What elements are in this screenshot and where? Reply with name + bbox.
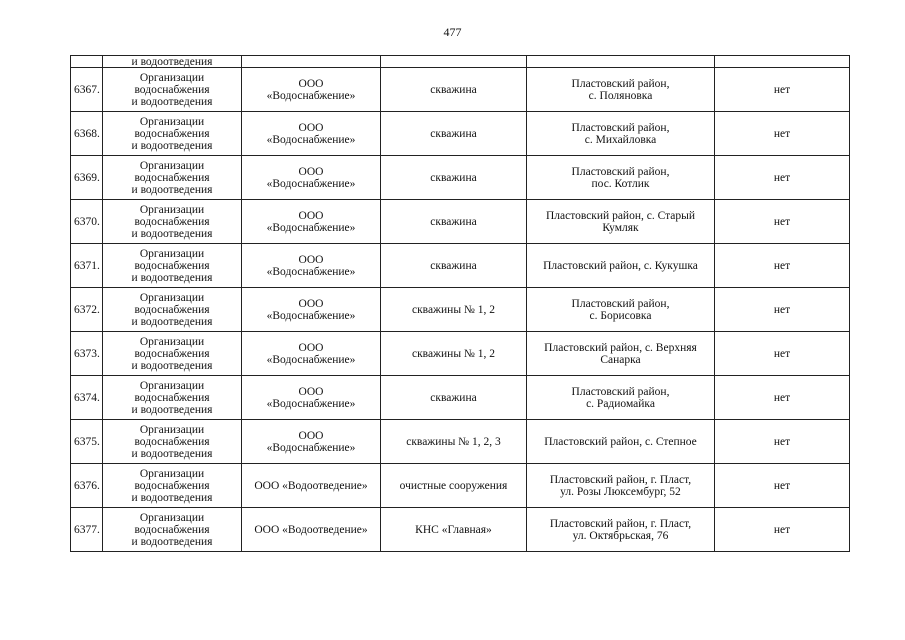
cell-object-text: скважины № 1, 2: [411, 303, 496, 316]
cell-organization-text: ООО «Водоснабжение»: [266, 165, 356, 190]
cell-number: [71, 508, 103, 552]
cell-type: [103, 508, 242, 552]
cell-flag-text: нет: [773, 83, 791, 96]
cell-flag: [715, 68, 850, 112]
cell-organization: [242, 332, 381, 376]
cell-flag-text: нет: [773, 171, 791, 184]
cell-type: [103, 288, 242, 332]
cell-flag-text: нет: [773, 435, 791, 448]
cell-object: [381, 68, 527, 112]
cell-type: [103, 376, 242, 420]
table-row: [71, 508, 850, 552]
table-row: [71, 332, 850, 376]
cell-number-text: 6370.: [74, 215, 100, 228]
cell-type-text: Организации водоснабжения и водоотведения: [131, 335, 213, 372]
cell-address: [527, 156, 715, 200]
cell-organization-text: ООО «Водоснабжение»: [266, 297, 356, 322]
cell-type-text: Организации водоснабжения и водоотведения: [131, 423, 213, 460]
cell-type: [103, 244, 242, 288]
cell-type-text: Организации водоснабжения и водоотведения: [131, 379, 213, 416]
cell-organization-text: ООО «Водоснабжение»: [266, 253, 356, 278]
cell-address: [527, 464, 715, 508]
cell-number-text: 6375.: [74, 435, 100, 448]
cell-type: [103, 420, 242, 464]
cell-address: [527, 244, 715, 288]
cell-address-text: Пластовский район, с. Борисовка: [571, 297, 670, 322]
cell-object: [381, 288, 527, 332]
table-row: [71, 200, 850, 244]
cell-object: [381, 56, 527, 68]
cell-number: [71, 288, 103, 332]
table-row: [71, 376, 850, 420]
cell-organization-text: ООО «Водоотведение»: [254, 523, 368, 536]
cell-object-text: скважина: [430, 215, 477, 228]
cell-type-text: Организации водоснабжения и водоотведения: [131, 247, 213, 284]
cell-object: [381, 156, 527, 200]
cell-flag: [715, 376, 850, 420]
cell-type: [103, 68, 242, 112]
cell-type-text: Организации водоснабжения и водоотведения: [131, 115, 213, 152]
cell-address: [527, 288, 715, 332]
registry-table-body: [71, 56, 850, 552]
cell-type-text: Организации водоснабжения и водоотведения: [131, 71, 213, 108]
cell-type-text: Организации водоснабжения и водоотведения: [131, 467, 213, 504]
cell-flag-text: нет: [773, 127, 791, 140]
cell-number-text: 6367.: [74, 83, 100, 96]
page-number: 477: [443, 25, 462, 39]
cell-object: [381, 508, 527, 552]
cell-number: [71, 112, 103, 156]
cell-organization: [242, 464, 381, 508]
table-row: [71, 464, 850, 508]
cell-flag-text: нет: [773, 303, 791, 316]
cell-address: [527, 420, 715, 464]
cell-organization: [242, 112, 381, 156]
cell-organization: [242, 56, 381, 68]
cell-type: [103, 464, 242, 508]
cell-flag: [715, 244, 850, 288]
cell-type-text: Организации водоснабжения и водоотведения: [131, 511, 213, 548]
cell-object-text: КНС «Главная»: [415, 523, 492, 536]
cell-number-text: 6374.: [74, 391, 100, 404]
cell-address-text: Пластовский район, с. Поляновка: [571, 77, 670, 102]
cell-organization-text: ООО «Водоотведение»: [254, 479, 368, 492]
cell-flag: [715, 156, 850, 200]
registry-table: [70, 55, 850, 552]
cell-organization-text: ООО «Водоснабжение»: [266, 77, 356, 102]
cell-number-text: 6369.: [74, 171, 100, 184]
cell-number-text: 6368.: [74, 127, 100, 140]
cell-type: [103, 156, 242, 200]
cell-organization: [242, 508, 381, 552]
cell-address-text: Пластовский район, г. Пласт, ул. Октябрьская, 76: [549, 517, 692, 542]
table-row: [71, 68, 850, 112]
cell-address-text: Пластовский район, с. Верхняя Санарка: [544, 341, 697, 366]
cell-flag: [715, 420, 850, 464]
cell-number-text: 6376.: [74, 479, 100, 492]
cell-type-text: Организации водоснабжения и водоотведения: [131, 291, 213, 328]
cell-type-text: Организации водоснабжения и водоотведения: [131, 159, 213, 196]
cell-number: [71, 420, 103, 464]
cell-type: и водоотведения: [103, 56, 242, 68]
cell-type: [103, 332, 242, 376]
cell-organization-text: ООО «Водоснабжение»: [266, 341, 356, 366]
cell-number: [71, 68, 103, 112]
cell-address: [527, 112, 715, 156]
cell-organization-text: ООО «Водоснабжение»: [266, 209, 356, 234]
cell-number: [71, 244, 103, 288]
cell-object-text: скважина: [430, 127, 477, 140]
cell-organization: [242, 68, 381, 112]
cell-number: [71, 376, 103, 420]
cell-flag-text: нет: [773, 215, 791, 228]
cell-address: [527, 56, 715, 68]
cell-object: [381, 200, 527, 244]
cell-flag-text: нет: [773, 347, 791, 360]
cell-flag-text: нет: [773, 479, 791, 492]
cell-object: [381, 376, 527, 420]
cell-object-text: скважина: [430, 171, 477, 184]
cell-flag: [715, 508, 850, 552]
cell-object-text: скважины № 1, 2, 3: [406, 435, 501, 448]
cell-organization: [242, 288, 381, 332]
cell-organization-text: ООО «Водоснабжение»: [266, 429, 356, 454]
cell-address: [527, 508, 715, 552]
cell-organization: [242, 244, 381, 288]
cell-flag-text: нет: [773, 523, 791, 536]
cell-number: [71, 56, 103, 68]
cell-address: [527, 68, 715, 112]
cell-address-text: Пластовский район, с. Радиомайка: [571, 385, 670, 410]
cell-address-text: Пластовский район, с. Старый Кумляк: [545, 209, 696, 234]
cell-address-text: Пластовский район, пос. Котлик: [571, 165, 670, 190]
cell-address-text: Пластовский район, г. Пласт, ул. Розы Люксембург, 52: [549, 473, 692, 498]
cell-number: [71, 156, 103, 200]
cell-organization: [242, 420, 381, 464]
cell-object: [381, 464, 527, 508]
cell-number: [71, 332, 103, 376]
cell-address: [527, 332, 715, 376]
cell-number-text: 6377.: [74, 523, 100, 536]
cell-organization-text: ООО «Водоснабжение»: [266, 121, 356, 146]
cell-flag: [715, 332, 850, 376]
cell-address-text: Пластовский район, с. Степное: [544, 435, 697, 448]
cell-type-text: Организации водоснабжения и водоотведения: [131, 203, 213, 240]
cell-organization: [242, 200, 381, 244]
cell-type: [103, 200, 242, 244]
cell-flag-text: нет: [773, 259, 791, 272]
cell-number-text: 6373.: [74, 347, 100, 360]
cell-flag-text: нет: [773, 391, 791, 404]
cell-object-text: очистные сооружения: [399, 479, 508, 492]
cell-object-text: скважины № 1, 2: [411, 347, 496, 360]
table-row: [71, 112, 850, 156]
table-row: [71, 288, 850, 332]
cell-organization: [242, 376, 381, 420]
cell-address: [527, 376, 715, 420]
cell-object-text: скважина: [430, 259, 477, 272]
cell-flag: [715, 288, 850, 332]
table-row-continuation: [71, 56, 850, 68]
cell-object-text: скважина: [430, 391, 477, 404]
table-row: [71, 420, 850, 464]
cell-flag: [715, 56, 850, 68]
cell-flag: [715, 112, 850, 156]
cell-address-text: Пластовский район, с. Михайловка: [571, 121, 670, 146]
cell-number-text: 6372.: [74, 303, 100, 316]
cell-object: [381, 332, 527, 376]
cell-number-text: 6371.: [74, 259, 100, 272]
cell-organization-text: ООО «Водоснабжение»: [266, 385, 356, 410]
cell-flag: [715, 200, 850, 244]
cell-object-text: скважина: [430, 83, 477, 96]
cell-object: [381, 112, 527, 156]
cell-flag: [715, 464, 850, 508]
cell-number: [71, 464, 103, 508]
table-row: [71, 156, 850, 200]
cell-object: [381, 244, 527, 288]
cell-object: [381, 420, 527, 464]
table-row: [71, 244, 850, 288]
cell-address-text: Пластовский район, с. Кукушка: [543, 259, 698, 272]
cell-number: [71, 200, 103, 244]
cell-address: [527, 200, 715, 244]
cell-organization: [242, 156, 381, 200]
cell-type: [103, 112, 242, 156]
